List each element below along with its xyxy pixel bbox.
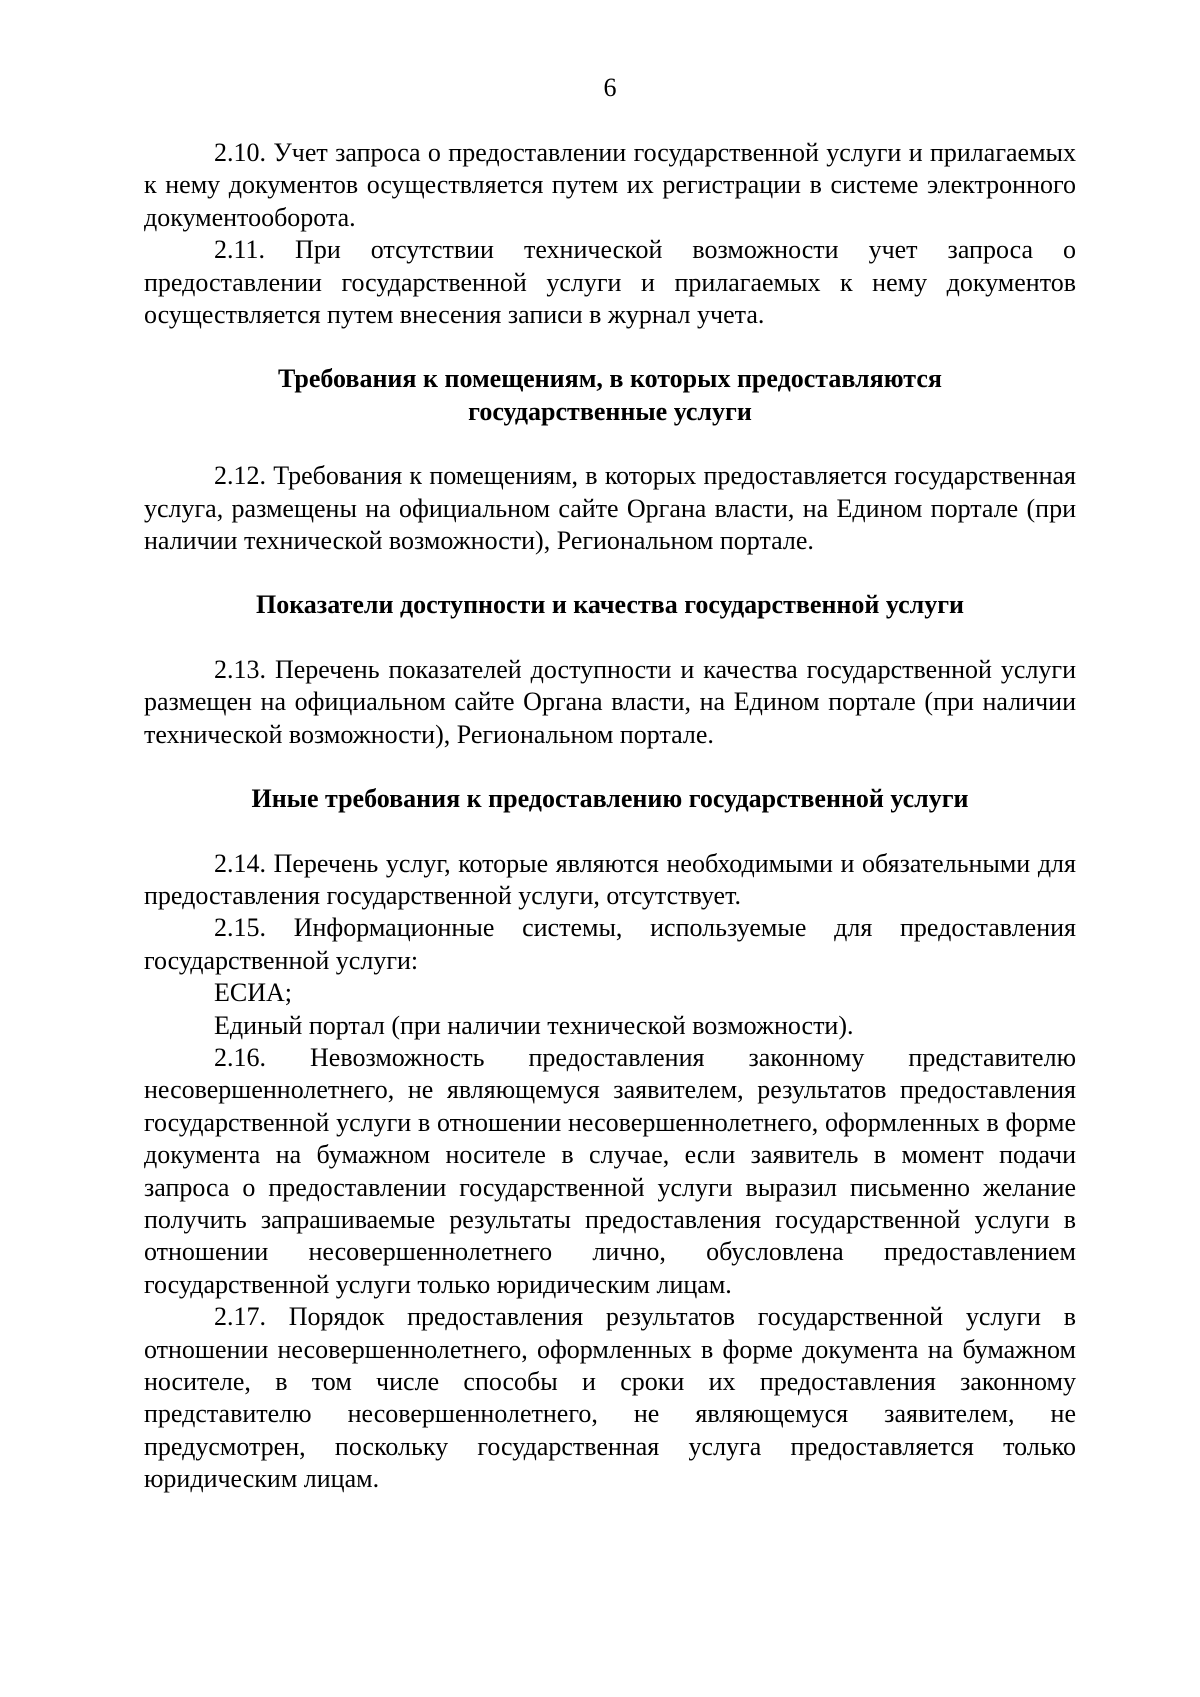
spacer xyxy=(144,622,1076,654)
list-item-esia: ЕСИА; xyxy=(214,978,292,1008)
list-item-unified-portal: Единый портал (при наличии технической возможности). xyxy=(214,1010,854,1040)
paragraph-2-12: 2.12. Требования к помещениям, в которых предоставляется государственная услуга, размещены на официальном сайте Органа власти, на Едином портале (при наличии технической возможности), Региональном портале. xyxy=(144,461,1076,556)
paragraph-2-16: 2.16. Невозможность предоставления законному представителю несовершеннолетнего, не являющемуся заявителем, результатов предоставления государственной услуги в отношении несовершеннолетнего, оформленных в форме документа на бумажном носителе в случае, если заявитель в момент подачи запроса о предоставлении государственной услуги выразил письменно желание получить запрашиваемые результаты предоставления государственной услуги в отношении несовершеннолетнего лично, обусловлена предоставлением государственной услуги только юридическим лицам. xyxy=(144,1042,1076,1299)
heading-accessibility-indicators: Показатели доступности и качества государственной услуги xyxy=(255,590,965,620)
paragraph-2-10: 2.10. Учет запроса о предоставлении государственной услуги и прилагаемых к нему документов осуществляется путем их регистрации в системе электронного документооборота. xyxy=(144,138,1076,232)
spacer xyxy=(144,816,1076,848)
spacer xyxy=(144,428,1076,460)
paragraph-2-14: 2.14. Перечень услуг, которые являются необходимыми и обязательными для предоставления государственной услуги, отсутствует. xyxy=(144,848,1076,910)
spacer xyxy=(144,557,1076,589)
paragraph-2-13: 2.13. Перечень показателей доступности и качества государственной услуги размещен на официальном сайте Органа власти, на Едином портале (при наличии технической возможности), Региональном портале. xyxy=(144,654,1076,749)
document-body xyxy=(144,137,1076,1496)
page-number: 6 xyxy=(603,73,617,102)
paragraph-2-11: 2.11. При отсутствии технической возможности учет запроса о предоставлении государственной услуги и прилагаемых к нему документов осуществляется путем внесения записи в журнал учета. xyxy=(144,235,1076,330)
spacer xyxy=(144,751,1076,783)
spacer xyxy=(144,331,1076,363)
paragraph-2-17: 2.17. Порядок предоставления результатов государственной услуги в отношении несовершеннолетнего, оформленных в форме документа на бумажном носителе, в том числе способы и сроки их предоставления законному представителю несовершеннолетнего, не являющемуся заявителем, не предусмотрен, поскольку государственная услуга предоставляется только юридическим лицам. xyxy=(144,1302,1076,1494)
heading-other-requirements: Иные требования к предоставлению государственной услуги xyxy=(251,784,969,814)
paragraph-2-15: 2.15. Информационные системы, используемые для предоставления государственной услуги: xyxy=(144,913,1076,975)
heading-premises-requirements: Требования к помещениям, в которых предоставляются государственные услуги xyxy=(278,364,942,426)
